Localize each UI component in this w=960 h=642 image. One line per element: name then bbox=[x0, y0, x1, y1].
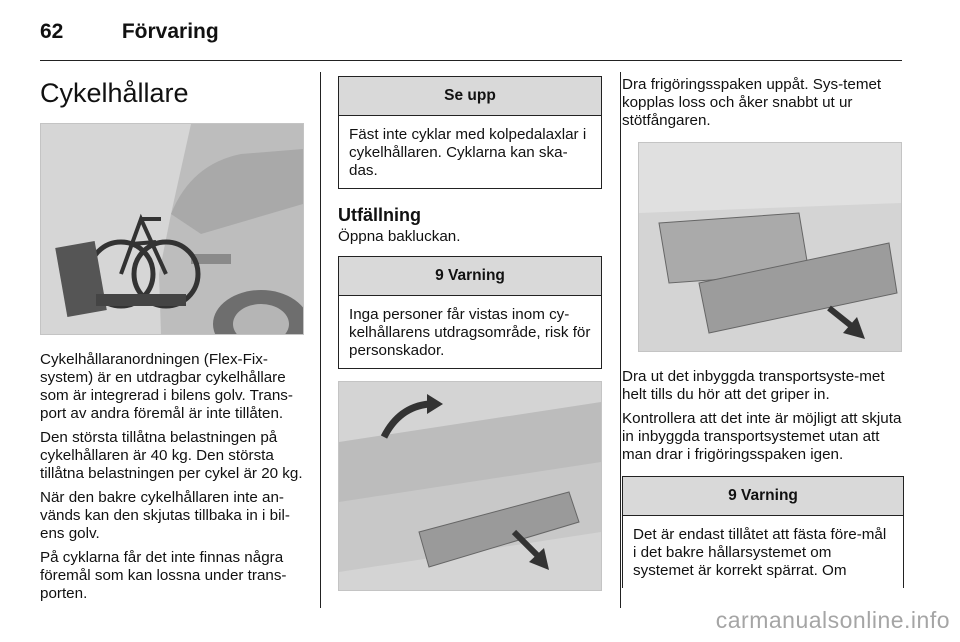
warning-box bbox=[338, 256, 602, 369]
column-1 bbox=[40, 70, 304, 609]
carrier-extended-figure bbox=[638, 142, 902, 352]
warning-text: Inga personer får vistas inom cy-kelhållarens utdragsområde, risk för personskador. bbox=[349, 306, 591, 359]
warning-label: Varning bbox=[448, 267, 505, 284]
caution-title: Se upp bbox=[339, 77, 601, 116]
paragraph: När den bakre cykelhållaren inte an-vänds kan den skjutas tillbaka in i bil-ens golv. bbox=[40, 489, 290, 542]
header-rule bbox=[40, 60, 902, 61]
bike-carrier-figure bbox=[40, 123, 304, 335]
caution-text: Fäst inte cyklar med kolpedalaxlar i cykelhållaren. Cyklarna kan ska-das. bbox=[349, 126, 587, 179]
section-title: Förvaring bbox=[121, 20, 219, 43]
page-number: 62 bbox=[40, 20, 64, 43]
column-2 bbox=[338, 70, 602, 591]
warning-title bbox=[623, 477, 903, 516]
caution-box bbox=[338, 76, 602, 189]
open-tailgate-figure bbox=[338, 381, 602, 591]
warning-box bbox=[622, 476, 904, 588]
warning-symbol: 9 bbox=[728, 487, 737, 504]
column-divider bbox=[320, 72, 321, 608]
column-divider bbox=[620, 72, 621, 608]
warning-title bbox=[339, 257, 601, 296]
warning-symbol: 9 bbox=[435, 267, 444, 284]
page-header bbox=[40, 20, 219, 44]
paragraph: Den största tillåtna belastningen på cykelhållaren är 40 kg. Den största tillåtna belastningen per cykel är 20 kg. bbox=[40, 429, 303, 482]
warning-label: Varning bbox=[741, 487, 798, 504]
car-with-bike-illustration bbox=[41, 124, 303, 334]
warning-text: Det är endast tillåtet att fästa före-mål i det bakre hållarsystemet om systemet är korrekt spärrat. Om bbox=[633, 526, 887, 579]
paragraph: Kontrollera att det inte är möjligt att skjuta in inbyggda transportsystemet utan att man drar i frigöringsspaken igen. bbox=[622, 410, 902, 463]
paragraph: Dra ut det inbyggda transportsyste-met helt tills du hör att det griper in. bbox=[622, 368, 885, 403]
carrier-extended-illustration bbox=[639, 143, 901, 351]
paragraph: Öppna bakluckan. bbox=[338, 228, 461, 245]
paragraph: Cykelhållaranordningen (Flex-Fix-system) är en utdragbar cykelhållare som är integrerad i bilens golv. Trans-port av andra föremål är inte tillåten. bbox=[40, 351, 293, 422]
subheading: Utfällning bbox=[338, 205, 421, 225]
tailgate-illustration bbox=[339, 382, 601, 590]
paragraph: Dra frigöringsspaken uppåt. Sys-temet kopplas loss och åker snabbt ut ur stötfångaren. bbox=[622, 76, 882, 129]
watermark: carmanualsonline.info bbox=[715, 607, 950, 633]
page-title: Cykelhållare bbox=[40, 78, 189, 108]
column-3 bbox=[622, 70, 904, 588]
paragraph: På cyklarna får det inte finnas några föremål som kan lossna under trans-porten. bbox=[40, 549, 287, 602]
